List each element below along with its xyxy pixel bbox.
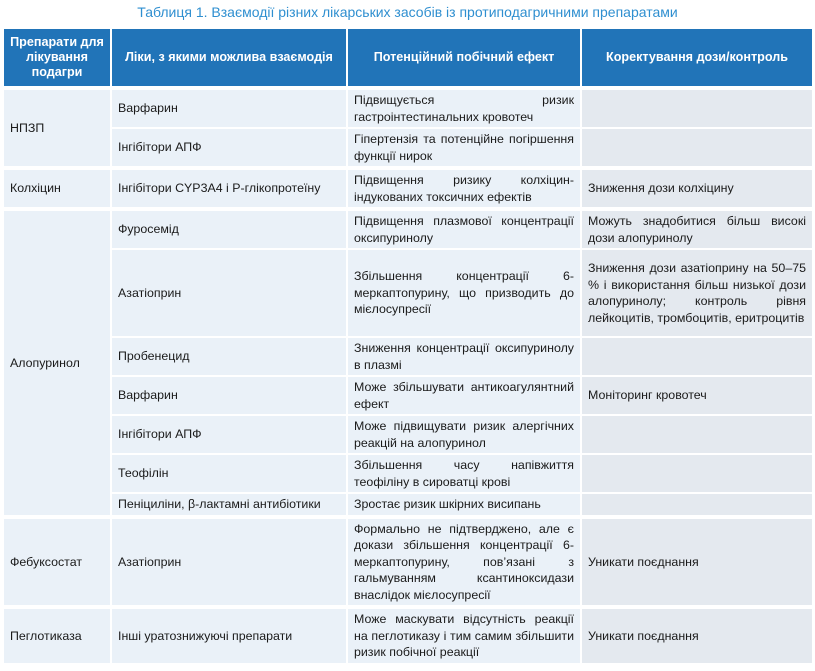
table-header xyxy=(4,29,812,86)
table-row xyxy=(4,166,812,207)
interacting-drug-cell: Інгібітори CYP3A4 і P-глікопротеїну xyxy=(112,166,348,207)
header-dose-adjustment: Коректування дози/контроль xyxy=(582,29,812,86)
table-row xyxy=(4,605,812,663)
dose-cell xyxy=(582,336,812,375)
interacting-drug-cell: Варфарин xyxy=(112,375,348,414)
side-effect-cell: Може маскувати відсутність реакції на пеглотиказу і тим самим збільшити ризик побічної реакції xyxy=(348,605,582,663)
gout-drug-cell: Пеглотиказа xyxy=(4,605,112,663)
interacting-drug-cell: Фуросемід xyxy=(112,207,348,248)
table-row xyxy=(4,375,812,414)
table-row xyxy=(4,414,812,453)
table-row xyxy=(4,453,812,492)
table-row xyxy=(4,86,812,127)
interacting-drug-cell: Варфарин xyxy=(112,86,348,127)
gout-drug-cell: Фебуксостат xyxy=(4,515,112,606)
side-effect-cell: Зростає ризик шкірних висипань xyxy=(348,492,582,515)
gout-drug-cell: Колхіцин xyxy=(4,166,112,207)
dose-cell: Можуть знадобитися більш високі дози алопуринолу xyxy=(582,207,812,248)
side-effect-cell: Зниження концентрації оксипуринолу в плазмі xyxy=(348,336,582,375)
table-row xyxy=(4,515,812,606)
side-effect-cell: Формально не підтверджено, але є докази збільшення концентрації 6-меркаптопурину, пов’язані з гальмуванням ксантиноксидази внаслідок мієлосупресії xyxy=(348,515,582,606)
dose-cell: Уникати поєднання xyxy=(582,515,812,606)
interacting-drug-cell: Інші уратознижуючі препарати xyxy=(112,605,348,663)
dose-cell xyxy=(582,414,812,453)
dose-cell xyxy=(582,86,812,127)
dose-cell: Моніторинг кровотеч xyxy=(582,375,812,414)
dose-cell xyxy=(582,453,812,492)
side-effect-cell: Підвищення ризику колхіцин-індукованих токсичних ефектів xyxy=(348,166,582,207)
header-gout-drugs: Препарати для лікування подагри xyxy=(4,29,112,86)
table-row xyxy=(4,336,812,375)
gout-drug-cell: НПЗП xyxy=(4,86,112,166)
interacting-drug-cell: Азатіоприн xyxy=(112,515,348,606)
side-effect-cell: Може підвищувати ризик алергічних реакцій на алопуринол xyxy=(348,414,582,453)
interacting-drug-cell: Інгібітори АПФ xyxy=(112,414,348,453)
interacting-drug-cell: Теофілін xyxy=(112,453,348,492)
table-caption: Таблиця 1. Взаємодії різних лікарських засобів із протиподагричними препаратами xyxy=(137,4,678,20)
table-body xyxy=(4,86,812,663)
dose-cell: Зниження дози азатіоприну на 50–75 % і використання більш низької дози алопуринолу; контроль рівня лейкоцитів, тромбоцитів, еритроцитів xyxy=(582,248,812,336)
side-effect-cell: Збільшення часу напівжиття теофіліну в сироватці крові xyxy=(348,453,582,492)
side-effect-cell: Може збільшувати антикоагулянтний ефект xyxy=(348,375,582,414)
table-row xyxy=(4,492,812,515)
dose-cell: Зниження дози колхіцину xyxy=(582,166,812,207)
table-row xyxy=(4,207,812,248)
side-effect-cell: Підвищується ризик гастроінтестинальних кровотеч xyxy=(348,86,582,127)
header-side-effect: Потенційний побічний ефект xyxy=(348,29,582,86)
interacting-drug-cell: Пеніциліни, β-лактамні антибіотики xyxy=(112,492,348,515)
dose-cell: Уникати поєднання xyxy=(582,605,812,663)
drug-interaction-table xyxy=(4,29,812,663)
dose-cell xyxy=(582,127,812,166)
interacting-drug-cell: Азатіоприн xyxy=(112,248,348,336)
table-row xyxy=(4,127,812,166)
header-interacting-drugs: Ліки, з якими можлива взаємодія xyxy=(112,29,348,86)
side-effect-cell: Підвищення плазмової концентрації оксипуринолу xyxy=(348,207,582,248)
table-row xyxy=(4,248,812,336)
side-effect-cell: Збільшення концентрації 6-меркаптопурину, що призводить до мієлосупресії xyxy=(348,248,582,336)
side-effect-cell: Гіпертензія та потенційне погіршення функції нирок xyxy=(348,127,582,166)
interacting-drug-cell: Інгібітори АПФ xyxy=(112,127,348,166)
interacting-drug-cell: Пробенецид xyxy=(112,336,348,375)
dose-cell xyxy=(582,492,812,515)
gout-drug-cell: Алопуринол xyxy=(4,207,112,515)
